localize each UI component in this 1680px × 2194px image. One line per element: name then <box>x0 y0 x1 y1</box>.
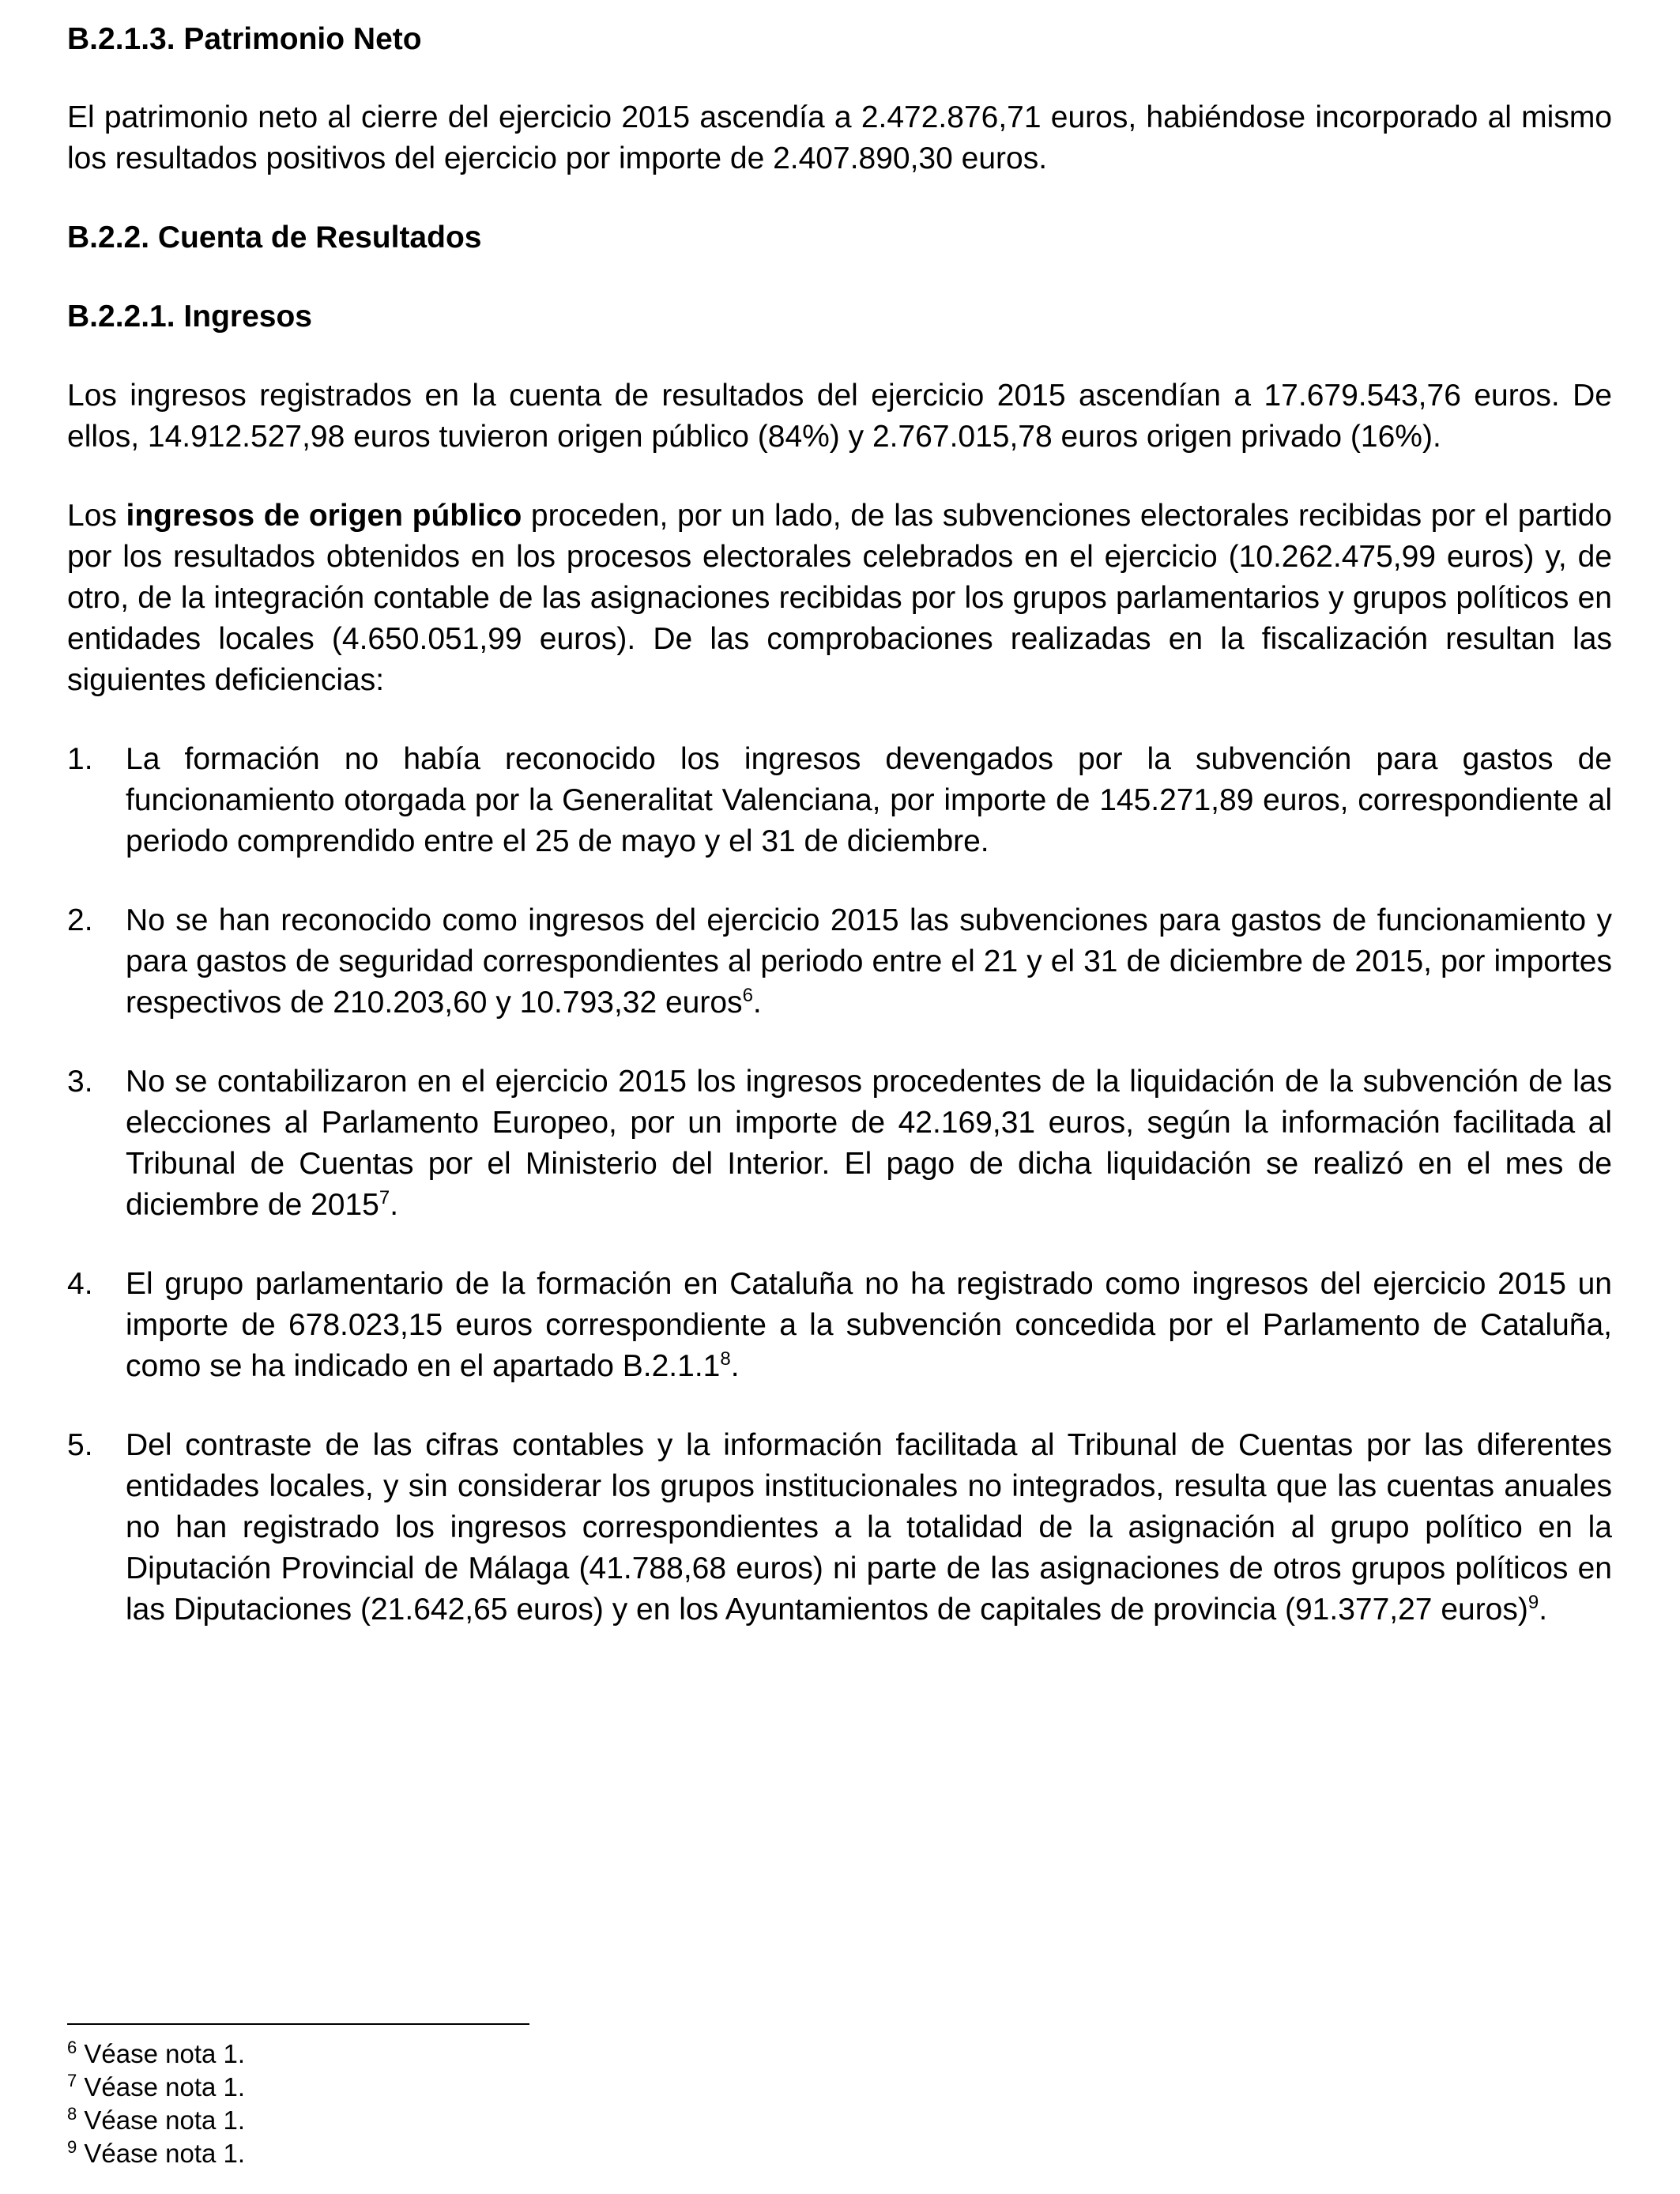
footnote-text: Véase nota 1. <box>77 2105 246 2135</box>
footnote-separator <box>67 2023 529 2025</box>
paragraph-patrimonio-neto: El patrimonio neto al cierre del ejercicio 2015 ascendía a 2.472.876,71 euros, habiéndose incorporado al mismo los resultados positivos del ejercicio por importe de 2.407.890,30 euros. <box>67 100 1612 175</box>
footnote-reference[interactable]: 9 <box>1527 1592 1539 1613</box>
document-page <box>67 0 1612 1630</box>
footnote-number: 8 <box>67 2104 77 2124</box>
deficiency-body: No se han reconocido como ingresos del ejercicio 2015 las subvenciones para gastos de funcionamiento y para gastos de seguridad correspondientes al periodo entre el 21 y el 31 de diciembre de 2015, por importes respectivos de 210.203,60 y 10.793,32 euros <box>126 903 1612 1020</box>
deficiency-end: . <box>730 1349 740 1383</box>
footnote-8 <box>67 2104 857 2137</box>
deficiency-end: . <box>752 986 762 1020</box>
paragraph-ingresos: Los ingresos registrados en la cuenta de resultados del ejercicio 2015 ascendían a 17.679.543,76 euros. De ellos, 14.912.527,98 euros tuvieron origen público (84%) y 2.767.015,78 euros origen privado (16%). <box>67 379 1612 454</box>
footnote-reference[interactable]: 6 <box>742 985 753 1006</box>
deficiency-body: La formación no había reconocido los ingresos devengados por la subvención para gastos de funcionamiento otorgada por la Generalitat Valenciana, por importe de 145.271,89 euros, correspondiente al periodo comprendido entre el 25 de mayo y el 31 de diciembre. <box>126 742 1612 858</box>
footnote-number: 7 <box>67 2071 77 2090</box>
deficiency-number: 4. <box>67 1267 93 1301</box>
footnote-6 <box>67 2038 857 2071</box>
deficiency-item-1 <box>67 739 1612 862</box>
heading-patrimonio-neto: B.2.1.3. Patrimonio Neto <box>67 22 422 56</box>
footnote-text: Véase nota 1. <box>77 2072 246 2102</box>
deficiency-list <box>67 739 1612 1630</box>
publico-bold-term: ingresos de origen público <box>126 499 522 533</box>
deficiency-text <box>126 1061 1612 1226</box>
deficiency-number: 5. <box>67 1428 93 1462</box>
footnote-9 <box>67 2137 857 2170</box>
deficiency-item-3 <box>67 1061 1612 1226</box>
deficiency-end: . <box>1539 1593 1548 1627</box>
deficiency-text <box>126 1425 1612 1630</box>
deficiency-item-4 <box>67 1264 1612 1387</box>
publico-text-rest: proceden, por un lado, de las subvenciones electorales recibidas por el partido por los resultados obtenidos en los procesos electorales celebrados en el ejercicio (10.262.475,99 euros) y, de otro, de la integración contable de las asignaciones recibidas por los grupos parlamentarios y grupos políticos en entidades locales (4.650.051,99 euros). De las comprobaciones realizadas en la fiscalización resultan las siguientes deficiencias: <box>67 499 1612 697</box>
deficiency-number: 2. <box>67 903 93 937</box>
deficiency-text <box>126 739 1612 862</box>
footnote-number: 9 <box>67 2137 77 2157</box>
deficiency-end: . <box>390 1188 399 1222</box>
heading-cuenta-de-resultados: B.2.2. Cuenta de Resultados <box>67 221 482 254</box>
deficiency-body: El grupo parlamentario de la formación en Cataluña no ha registrado como ingresos del ejercicio 2015 un importe de 678.023,15 euros correspondiente a la subvención concedida por el Parlamento de Cataluña, como se ha indicado en el apartado B.2.1.1 <box>126 1267 1612 1383</box>
deficiency-number: 1. <box>67 742 93 776</box>
footnote-reference[interactable]: 8 <box>720 1348 731 1370</box>
footnote-reference[interactable]: 7 <box>379 1187 390 1208</box>
deficiency-text <box>126 900 1612 1023</box>
deficiency-body: No se contabilizaron en el ejercicio 2015 los ingresos procedentes de la liquidación de la subvención de las elecciones al Parlamento Europeo, por un importe de 42.169,31 euros, según la información facilitada al Tribunal de Cuentas por el Ministerio del Interior. El pago de dicha liquidación se realizó en el mes de diciembre de 2015 <box>126 1065 1612 1222</box>
deficiency-body: Del contraste de las cifras contables y la información facilitada al Tribunal de Cuentas por las diferentes entidades locales, y sin considerar los grupos institucionales no integrados, resulta que las cuentas anuales no han registrado los ingresos correspondientes a la totalidad de la asignación al grupo político en la Diputación Provincial de Málaga (41.788,68 euros) ni parte de las asignaciones de otros grupos políticos en las Diputaciones (21.642,65 euros) y en los Ayuntamientos de capitales de provincia (91.377,27 euros) <box>126 1428 1612 1627</box>
footnotes <box>67 2038 857 2170</box>
heading-ingresos: B.2.2.1. Ingresos <box>67 300 312 334</box>
deficiency-item-5 <box>67 1425 1612 1630</box>
deficiency-text <box>126 1264 1612 1387</box>
publico-text-start: Los <box>67 499 126 533</box>
footnote-7 <box>67 2071 857 2104</box>
footnote-number: 6 <box>67 2038 77 2057</box>
paragraph-ingresos-publicos <box>67 496 1612 701</box>
footnote-text: Véase nota 1. <box>77 2139 246 2168</box>
footnote-text: Véase nota 1. <box>77 2039 246 2068</box>
deficiency-item-2 <box>67 900 1612 1023</box>
deficiency-number: 3. <box>67 1065 93 1099</box>
